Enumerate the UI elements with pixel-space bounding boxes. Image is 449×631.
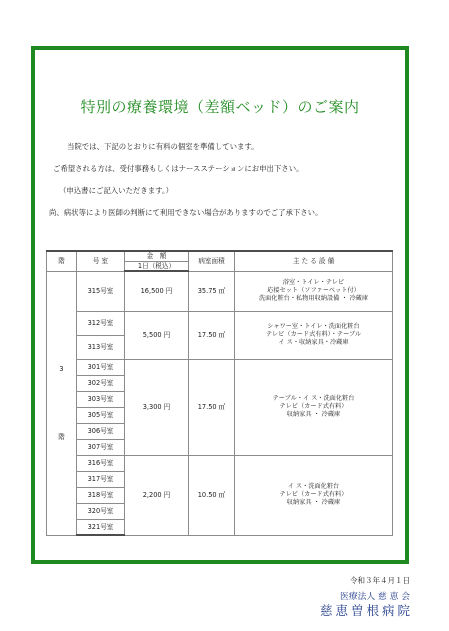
facility-line: イ ス・洗面化粧台	[287, 483, 340, 490]
room-number: 306号室	[77, 423, 125, 439]
room-number: 305号室	[77, 407, 125, 423]
room-number: 317号室	[77, 471, 125, 487]
room-number: 318号室	[77, 487, 125, 503]
room-price: 3,300 円	[125, 359, 189, 455]
room-price: 2,200 円	[125, 455, 189, 535]
notice-title: 特別の療養環境（差額ベッド）のご案内	[80, 98, 360, 116]
facility-line: テレビ（カード式有料）	[279, 403, 348, 410]
room-number: 316号室	[77, 455, 125, 471]
corporation-name: 医療法人 慈 恵 会	[340, 592, 410, 602]
room-number: 312号室	[77, 311, 125, 335]
room-price: 5,500 円	[125, 311, 189, 359]
header-price: 金 額	[125, 251, 189, 261]
facility-line: シャワー室・トイレ・洗面化粧台	[267, 323, 360, 330]
room-number: 320号室	[77, 503, 125, 519]
intro-line: （申込書にご記入いただきます。）	[59, 186, 173, 195]
floor-suffix: 階	[58, 433, 65, 441]
room-table	[46, 250, 393, 536]
room-number: 307号室	[77, 439, 125, 455]
room-number: 301号室	[77, 359, 125, 375]
header-facilities: 主 た る 設 備	[235, 251, 393, 271]
room-price: 16,500 円	[125, 271, 189, 311]
issue-date: 令和３年４月１日	[350, 576, 410, 585]
table-row	[47, 271, 393, 311]
facility-line: 収納家具 ・ 冷蔵庫	[286, 411, 341, 418]
floor-cell	[47, 271, 77, 535]
room-number: 303号室	[77, 391, 125, 407]
floor-number: 3	[59, 365, 64, 373]
facility-line: 収納家具 ・ 冷蔵庫	[286, 499, 341, 506]
room-facilities	[235, 359, 393, 455]
table-row	[47, 455, 393, 471]
hospital-name: 慈恵曽根病院	[319, 603, 413, 618]
intro-line: 尚、病状等により医師の判断にて利用できない場合がありますのでご了承下さい。	[49, 208, 323, 217]
room-number: 302号室	[77, 375, 125, 391]
room-number: 313号室	[77, 335, 125, 359]
room-area: 35.75 ㎡	[189, 271, 235, 311]
room-area: 17.50 ㎡	[189, 311, 235, 359]
facility-line: 洗面化粧台・私物用収納設備 ・ 冷蔵庫	[258, 295, 369, 302]
room-number: 315号室	[77, 271, 125, 311]
facility-line: イ ス・収納家具・冷蔵庫	[278, 339, 349, 346]
facility-line: テーブル・イ ス・洗面化粧台	[272, 395, 355, 402]
room-facilities	[235, 455, 393, 535]
intro-line: ご希望される方は、受付事務もしくはナースステーションにお申出下さい。	[53, 164, 304, 173]
header-area: 病室面積	[189, 251, 235, 271]
header-room: 号 室	[77, 251, 125, 271]
facility-line: テレビ（カード式有料）	[279, 491, 348, 498]
room-area: 17.50 ㎡	[189, 359, 235, 455]
table-row	[47, 311, 393, 335]
room-number: 321号室	[77, 519, 125, 535]
header-price-sub: 1日（税込）	[125, 261, 189, 271]
room-facilities	[235, 311, 393, 359]
facility-line: テレビ（カード式有料）・テーブル	[265, 331, 362, 338]
facility-line: 浴室・トイレ・テレビ	[282, 279, 345, 286]
room-area: 10.50 ㎡	[189, 455, 235, 535]
intro-line: 当院では、下記のとおりに有料の個室を準備しています。	[67, 142, 259, 151]
table-row	[47, 359, 393, 375]
facility-line: 応接セット（ソファーベット付）	[267, 287, 360, 294]
notice-frame	[31, 46, 409, 564]
room-facilities	[235, 271, 393, 311]
header-floor: 階	[47, 251, 77, 271]
